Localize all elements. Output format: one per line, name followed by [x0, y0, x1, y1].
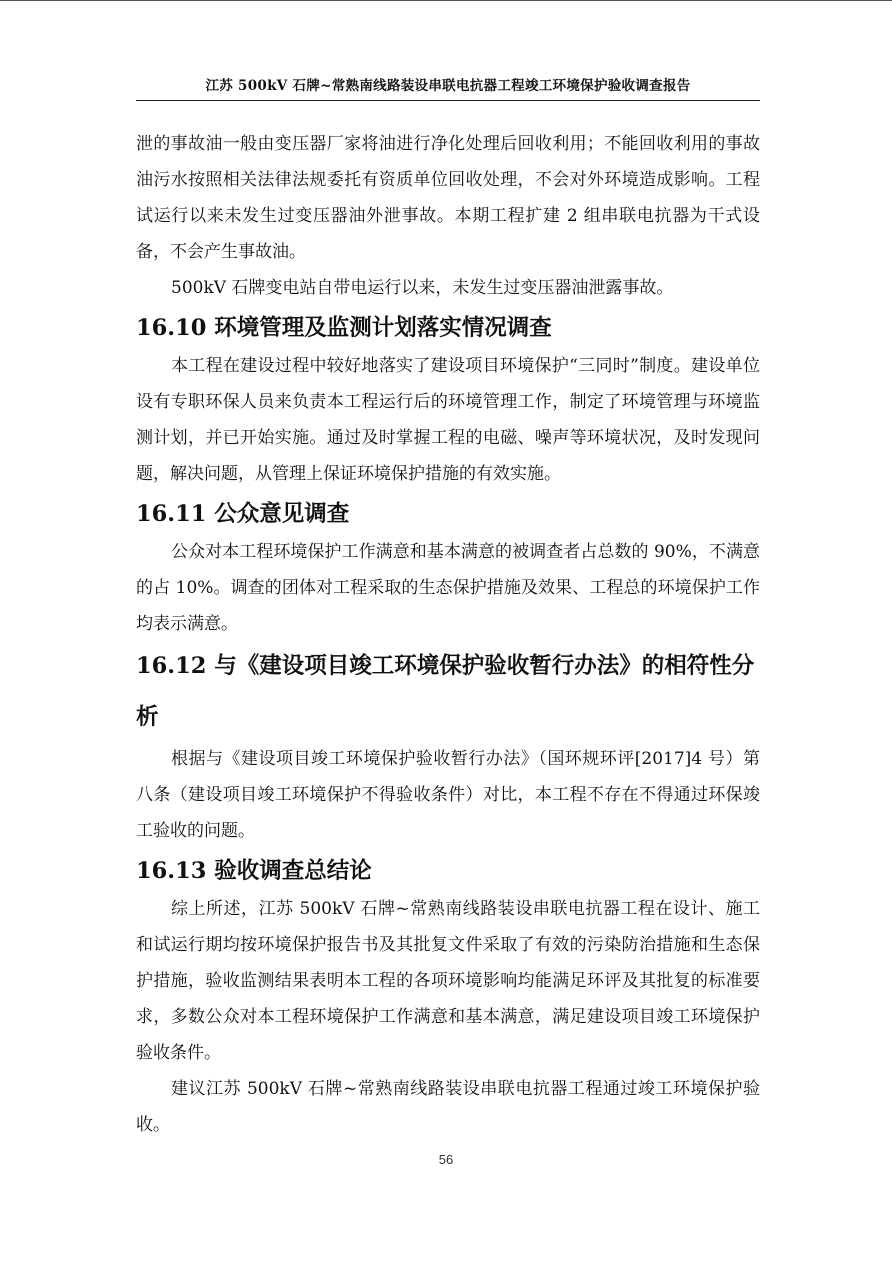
- page-top-border: [0, 0, 892, 1]
- section-heading-16-12: 16.12 与《建设项目竣工环境保护验收暂行办法》的相符性分析: [136, 653, 755, 730]
- paragraph-public-opinion: 公众对本工程环境保护工作满意和基本满意的被调查者占总数的 90%，不满意的占 10%。调查的团体对工程采取的生态保护措施及效果、工程总的环境保护工作均表示满意。: [136, 542, 760, 634]
- paragraph-recommendation: 建议江苏 500kV 石牌~常熟南线路装设串联电抗器工程通过竣工环境保护验收。: [136, 1079, 760, 1135]
- paragraph-conclusion: 综上所述，江苏 500kV 石牌~常熟南线路装设串联电抗器工程在设计、施工和试运行期均按环境保护报告书及其批复文件采取了有效的污染防治措施和生态保护措施，验收监测结果表明本工程的各项环境影响均能满足环评及其批复的标准要求，多数公众对本工程环境保护工作满意和基本满意，满足建设项目竣工环境保护验收条件。: [136, 899, 760, 1063]
- section-heading-16-10: 16.10 环境管理及监测计划落实情况调查: [136, 315, 552, 341]
- paragraph-conformity: 根据与《建设项目竣工环境保护验收暂行办法》（国环规环评[2017]4 号）第八条（建设项目竣工环境保护不得验收条件）对比，本工程不存在不得通过环保竣工验收的问题。: [136, 749, 760, 841]
- page-number: 56: [438, 1152, 454, 1167]
- paragraph-environmental-management: 本工程在建设过程中较好地落实了建设项目环境保护“三同时”制度。建设单位设有专职环保人员来负责本工程运行后的环境管理工作，制定了环境管理与环境监测计划，并已开始实施。通过及时掌握工程的电磁、噪声等环境状况，及时发现问题，解决问题，从管理上保证环境保护措施的有效实施。: [136, 356, 760, 484]
- document-body: [136, 126, 760, 1143]
- section-heading-16-11: 16.11 公众意见调查: [136, 501, 350, 527]
- running-header: 江苏 500kV 石牌~常熟南线路装设串联电抗器工程竣工环境保护验收调查报告: [136, 76, 760, 101]
- paragraph-accident-oil: 泄的事故油一般由变压器厂家将油进行净化处理后回收利用；不能回收利用的事故油污水按照相关法律法规委托有资质单位回收处理，不会对外环境造成影响。工程试运行以来未发生过变压器油外泄事故。本期工程扩建 2 组串联电抗器为干式设备，不会产生事故油。: [136, 134, 760, 262]
- paragraph-substation-record: 500kV 石牌变电站自带电运行以来，未发生过变压器油泄露事故。: [171, 278, 674, 298]
- section-heading-16-13: 16.13 验收调查总结论: [136, 858, 372, 884]
